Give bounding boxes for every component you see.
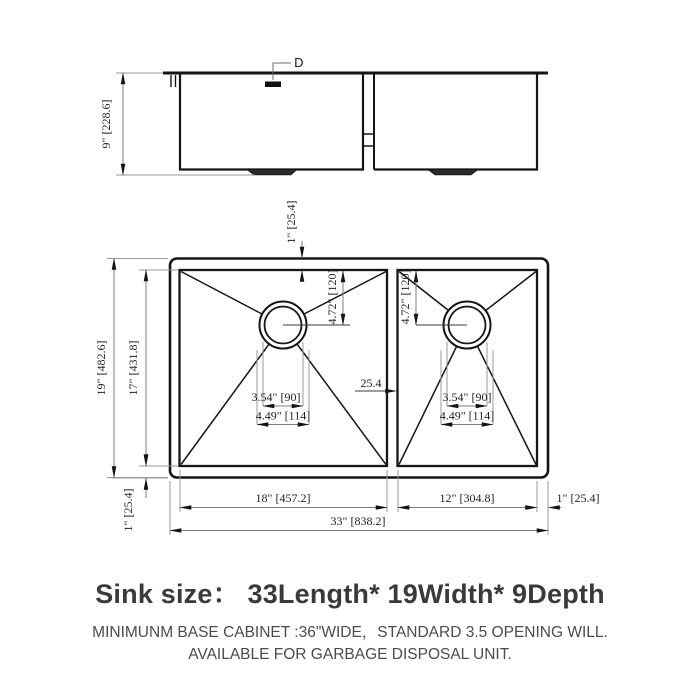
right-bowl-length-label: 12" [304.8] — [439, 491, 495, 505]
left-drain-offset-label: 4.72" [120] — [325, 269, 339, 325]
side-right-bowl — [374, 74, 537, 170]
divider-gap-label: 25.4 — [360, 376, 382, 390]
cabinet-note-line2: AVAILABLE FOR GARBAGE DISPOSAL UNIT. — [188, 646, 512, 664]
inner-width-label: 17" [431.8] — [126, 340, 140, 396]
left-drain-flange-label: 4.49" [114] — [255, 408, 311, 423]
left-bowl-length-label: 18" [457.2] — [255, 491, 311, 505]
side-divider-rungs — [363, 134, 374, 146]
right-bowl-outline — [398, 270, 538, 466]
side-view — [99, 55, 548, 175]
detail-marker — [265, 82, 281, 88]
right-drain-hole-label: 3.54" [90] — [442, 390, 492, 404]
left-bowl-diagonals — [181, 269, 386, 465]
left-drain-hole-label: 3.54" [90] — [251, 390, 301, 404]
side-rim-lip — [171, 75, 176, 87]
outer-rim — [170, 259, 548, 478]
footer — [0, 572, 700, 667]
cabinet-note-line1: MINIMUNM BASE CABINET :36"WIDE，STANDARD 3.5 OPENING WILL. — [92, 624, 608, 641]
detail-label: D — [294, 55, 304, 70]
top-view — [94, 201, 599, 535]
overall-width-label: 19" [482.6] — [94, 340, 108, 396]
side-left-drain — [247, 170, 297, 175]
left-bowl-outline — [180, 270, 388, 466]
side-right-drain — [428, 170, 478, 175]
right-bowl-diagonals — [398, 269, 536, 465]
right-drain-flange-label: 4.49" [114] — [439, 408, 495, 423]
right-rim-label: 1" [25.4] — [556, 491, 600, 505]
depth-dimension-label: 9" [228.6] — [99, 99, 113, 149]
side-left-bowl — [180, 74, 363, 170]
right-drain-offset-label: 4.72" [120] — [398, 269, 412, 325]
sink-size-title: Sink size： 33Length* 19Width* 9Depth — [95, 579, 605, 609]
bottom-rim-label: 1" [25.4] — [121, 488, 135, 532]
top-rim-label: 1" [25.4] — [284, 200, 298, 244]
overall-length-label: 33" [838.2] — [330, 514, 386, 528]
inner-width-ext — [139, 270, 178, 466]
